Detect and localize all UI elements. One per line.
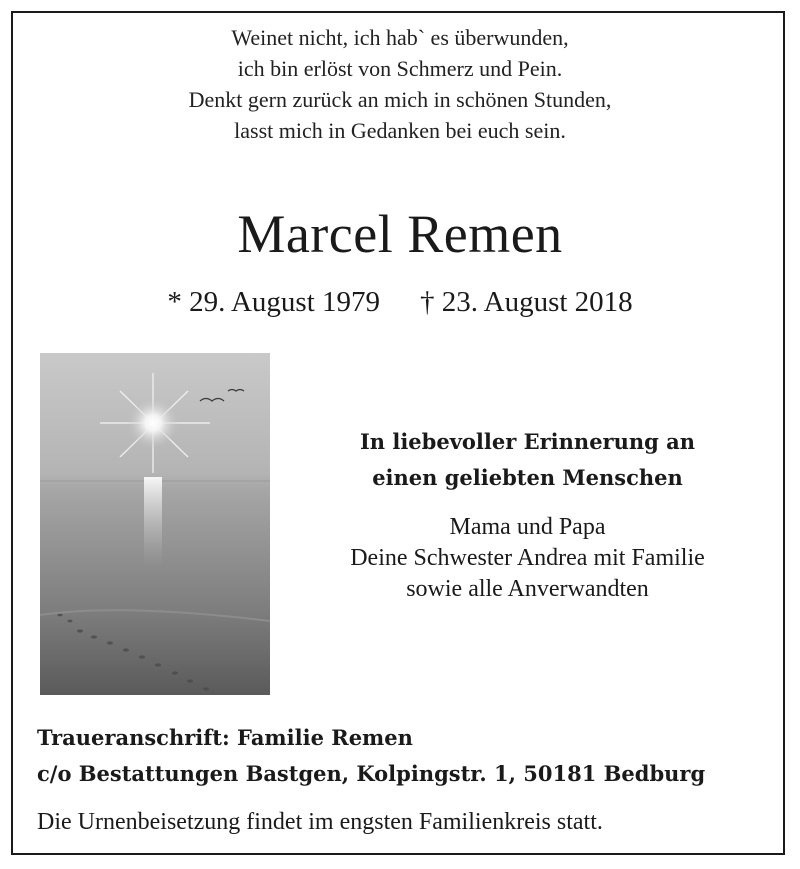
mourners-list	[290, 512, 765, 605]
mourner-line: Deine Schwester Andrea mit Familie	[350, 545, 705, 571]
deceased-name: Marcel Remen	[237, 204, 563, 264]
poem-line: Weinet nicht, ich hab` es überwunden,	[231, 25, 569, 50]
death-date: † 23. August 2018	[420, 286, 633, 318]
address-line: Traueranschrift: Familie Remen	[37, 725, 413, 750]
address-line: c/o Bestattungen Bastgen, Kolpingstr. 1, 50181 Bedburg	[37, 761, 706, 786]
life-dates	[0, 283, 800, 321]
poem-line: lasst mich in Gedanken bei euch sein.	[234, 118, 566, 143]
poem-line: ich bin erlöst von Schmerz und Pein.	[237, 56, 563, 81]
memory-line: In liebevoller Erinnerung an	[359, 429, 696, 454]
mourning-address	[37, 720, 777, 792]
birth-date: * 29. August 1979	[167, 286, 380, 318]
poem	[0, 22, 800, 146]
burial-note: Die Urnenbeisetzung findet im engsten Familienkreis statt.	[37, 809, 603, 835]
mourner-line: Mama und Papa	[449, 514, 606, 540]
poem-line: Denkt gern zurück an mich in schönen Stunden,	[188, 87, 612, 112]
memory-line: einen geliebten Menschen	[372, 465, 683, 490]
mourner-line: sowie alle Anverwandten	[406, 576, 649, 602]
memorial-photo	[40, 353, 270, 695]
memory-dedication	[290, 424, 765, 496]
